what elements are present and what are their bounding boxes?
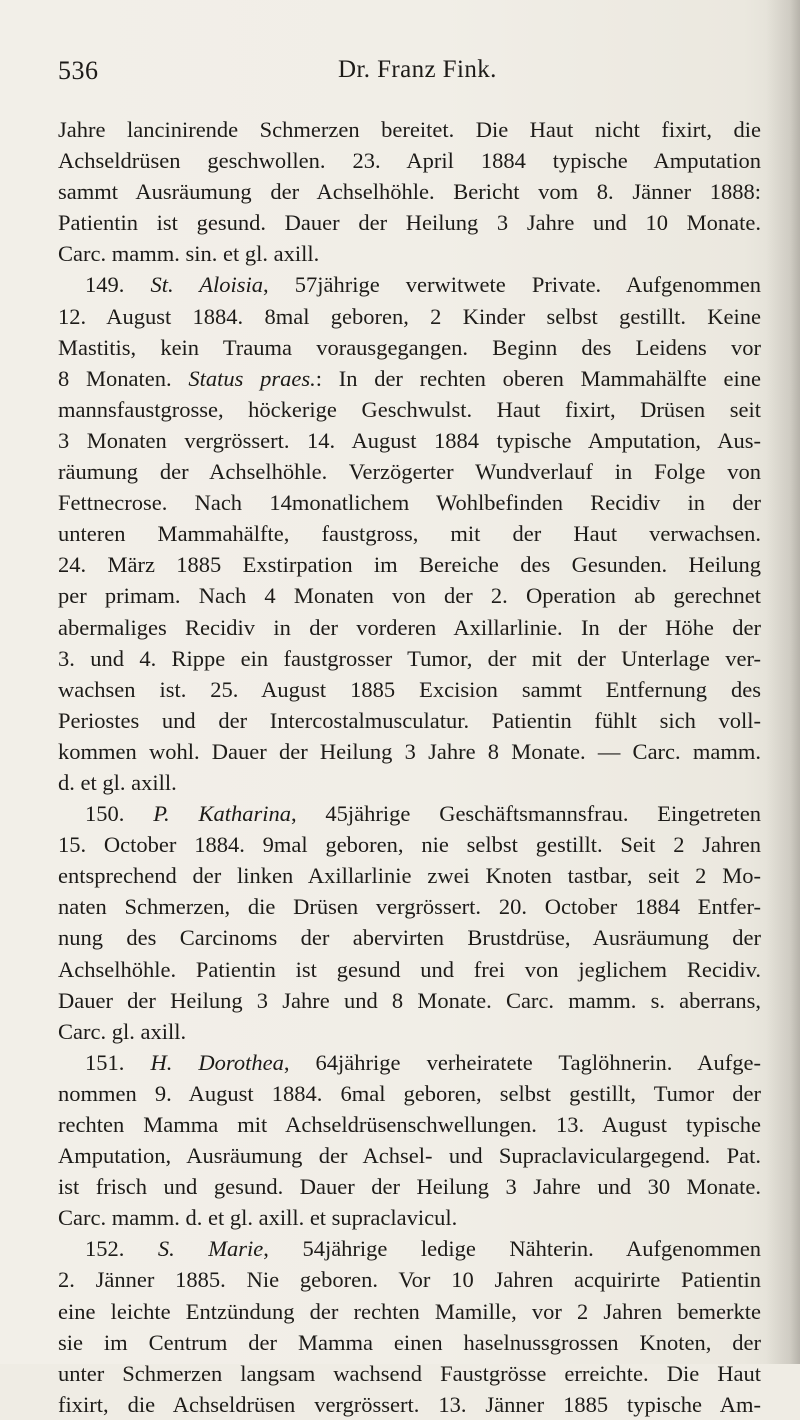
text-line-28: Achselhöhle. Patientin ist gesund und frei von jeglichem Recidiv. — [58, 956, 761, 982]
text-line-30: Carc. gl. axill. — [58, 1018, 187, 1044]
text-line-32: nommen 9. August 1884. 6mal geboren, selbst gestillt, Tumor der — [58, 1080, 761, 1106]
text-line-16: per primam. Nach 4 Monaten von der 2. Operation ab gerechnet — [58, 583, 761, 609]
case-152-heading-line: 152. S. Marie, 54jährige ledige Nähterin. Aufgenommen — [85, 1236, 762, 1262]
text-line-17: abermaliges Recidiv in der vorderen Axillarlinie. In der Höhe der — [58, 614, 761, 640]
text-line-2: Achseldrüsen geschwollen. 23. April 1884 typische Amputation — [58, 148, 761, 174]
case-150-heading-line: 150. P. Katharina, 45jährige Geschäftsmannsfrau. Eingetreten — [85, 801, 762, 827]
page-header — [58, 56, 758, 96]
text-line-7: 12. August 1884. 8mal geboren, 2 Kinder selbst gestillt. Keine — [58, 303, 761, 329]
text-line-4: Patientin ist gesund. Dauer der Heilung 3 Jahre und 10 Monate. — [58, 210, 761, 236]
page-edge-shadow — [766, 0, 800, 1364]
text-line-8: Mastitis, kein Trauma vorausgegangen. Beginn des Leidens vor — [58, 334, 761, 360]
text-line-35: ist frisch und gesund. Dauer der Heilung 3 Jahre und 30 Monate. — [58, 1174, 761, 1200]
text-line-29: Dauer der Heilung 3 Jahre und 8 Monate. Carc. mamm. s. aberrans, — [58, 987, 761, 1013]
page-number: 536 — [58, 56, 99, 85]
running-title: Dr. Franz Fink. — [338, 56, 497, 83]
text-line-18: 3. und 4. Rippe ein faustgrosser Tumor, der mit der Unterlage ver- — [58, 645, 761, 671]
text-line-12: räumung der Achselhöhle. Verzögerter Wundverlauf in Folge von — [58, 459, 761, 485]
case-151-heading-line: 151. H. Dorothea, 64jährige verheiratete Taglöhnerin. Aufge- — [85, 1049, 761, 1075]
text-line-13: Fettnecrose. Nach 14monatlichem Wohlbefinden Recidiv in der — [58, 490, 761, 516]
text-line-25: entsprechend der linken Axillarlinie zwei Knoten tastbar, seit 2 Mo- — [58, 863, 761, 889]
text-line-39: eine leichte Entzündung der rechten Mamille, vor 2 Jahren bemerkte — [58, 1298, 761, 1324]
text-line-19: wachsen ist. 25. August 1885 Excision sammt Entfernung des — [58, 676, 761, 702]
text-line-34: Amputation, Ausräumung der Achsel- und Supraclaviculargegend. Pat. — [58, 1143, 761, 1169]
text-line-42: fixirt, die Achseldrüsen vergrössert. 13. Jänner 1885 typische Am- — [58, 1391, 761, 1417]
text-line-36: Carc. mamm. d. et gl. axill. et supraclavicul. — [58, 1205, 458, 1231]
text-line-15: 24. März 1885 Exstirpation im Bereiche des Gesunden. Heilung — [58, 552, 761, 578]
text-line-9: 8 Monaten. Status praes.: In der rechten oberen Mammahälfte eine — [58, 365, 761, 391]
text-line-40: sie im Centrum der Mamma einen haselnussgrossen Knoten, der — [58, 1329, 761, 1355]
text-line-21: kommen wohl. Dauer der Heilung 3 Jahre 8 Monate. — Carc. mamm. — [58, 738, 761, 764]
text-line-14: unteren Mammahälfte, faustgross, mit der Haut verwachsen. — [58, 521, 761, 547]
text-line-24: 15. October 1884. 9mal geboren, nie selbst gestillt. Seit 2 Jahren — [58, 832, 761, 858]
text-line-3: sammt Ausräumung der Achselhöhle. Bericht vom 8. Jänner 1888: — [58, 179, 761, 205]
text-line-20: Periostes und der Intercostalmusculatur. Patientin fühlt sich voll- — [58, 707, 761, 733]
text-line-41: unter Schmerzen langsam wachsend Faustgrösse erreichte. Die Haut — [58, 1360, 761, 1386]
text-line-11: 3 Monaten vergrössert. 14. August 1884 typische Amputation, Aus- — [58, 427, 761, 453]
text-line-38: 2. Jänner 1885. Nie geboren. Vor 10 Jahren acquirirte Patientin — [58, 1267, 761, 1293]
text-line-5: Carc. mamm. sin. et gl. axill. — [58, 241, 320, 267]
text-line-1: Jahre lancinirende Schmerzen bereitet. Die Haut nicht fixirt, die — [58, 117, 761, 142]
text-line-10: mannsfaustgrosse, höckerige Geschwulst. Haut fixirt, Drüsen seit — [58, 396, 761, 422]
text-line-26: naten Schmerzen, die Drüsen vergrössert. 20. October 1884 Entfer- — [58, 894, 761, 920]
text-line-33: rechten Mamma mit Achseldrüsenschwellungen. 13. August typische — [58, 1112, 761, 1137]
text-line-27: nung des Carcinoms der abervirten Brustdrüse, Ausräumung der — [58, 925, 761, 951]
body-text — [58, 114, 761, 1420]
text-line-22: d. et gl. axill. — [58, 769, 177, 795]
case-149-heading-line: 149. St. Aloisia, 57jährige verwitwete Private. Aufgenommen — [85, 272, 761, 298]
